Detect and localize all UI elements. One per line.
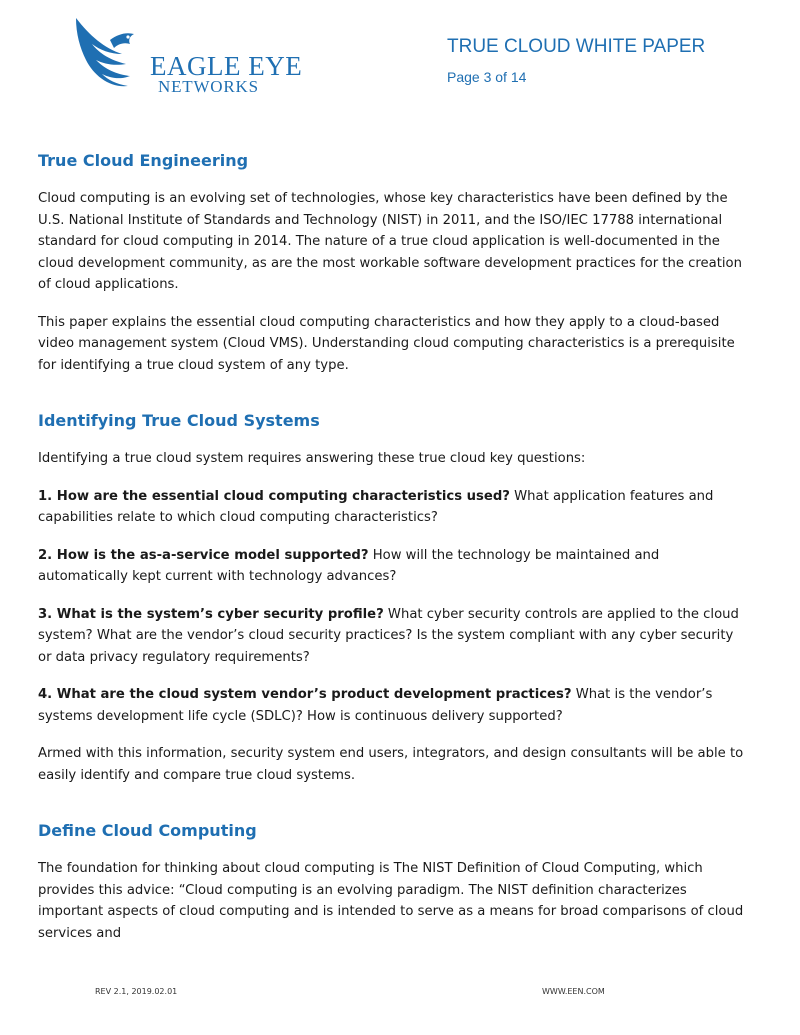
document-body	[38, 150, 750, 960]
section-heading: Define Cloud Computing	[38, 821, 257, 840]
footer-revision: REV 2.1, 2019.02.01	[95, 987, 178, 996]
section-define-cloud-computing	[38, 820, 750, 944]
section-true-cloud-engineering	[38, 150, 750, 376]
question-item	[38, 604, 750, 669]
question-item	[38, 545, 750, 588]
paragraph: Identifying a true cloud system requires answering these true cloud key questions:	[38, 451, 586, 466]
paragraph: This paper explains the essential cloud computing characteristics and how they apply to a cloud-based video management system (Cloud VMS). Understanding cloud computing characteristics is a prerequisite for identifying a true cloud system of any type.	[38, 314, 735, 373]
section-identifying-true-cloud-systems	[38, 410, 750, 786]
paragraph: Armed with this information, security system end users, integrators, and design consultants will be able to easily identify and compare true cloud systems.	[38, 746, 744, 783]
question-title: 4. What are the cloud system vendor’s product development practices?	[38, 687, 572, 702]
eagle-wing-icon	[70, 14, 150, 94]
question-text: What is the vendor’s systems development life cycle (SDLC)? How is continuous delivery supported?	[38, 687, 713, 724]
question-text: What cyber security controls are applied to the cloud system? What are the vendor’s cloud security practices? Is the system compliant with any cyber security or data privacy regulatory requirements?	[38, 606, 739, 665]
page-number: Page 3 of 14	[447, 69, 527, 85]
company-logo	[70, 14, 303, 96]
question-text: What application features and capabilities relate to which cloud computing characteristics?	[38, 488, 714, 525]
logo-text-line1: EAGLE EYE	[150, 51, 303, 81]
section-heading: Identifying True Cloud Systems	[38, 411, 320, 430]
footer-website: WWW.EEN.COM	[542, 987, 605, 996]
section-heading: True Cloud Engineering	[38, 151, 249, 170]
question-item	[38, 486, 750, 529]
question-title: 2. How is the as-a-service model supported?	[38, 547, 369, 563]
paragraph: The foundation for thinking about cloud computing is The NIST Definition of Cloud Computing, which provides this advice: “Cloud computing is an evolving paradigm. The NIST definition characterizes important aspects of cloud computing and is intended to serve as a means for broad comparisons of cloud services and	[38, 861, 744, 941]
paragraph: Cloud computing is an evolving set of technologies, whose key characteristics have been defined by the U.S. National Institute of Standards and Technology (NIST) in 2011, and the ISO/IEC 17788 international standard for cloud computing in 2014. The nature of a true cloud application is well-documented in the cloud development community, as are the most workable software development practices for the creation of cloud applications.	[38, 191, 742, 292]
question-item	[38, 684, 750, 727]
question-title: 3. What is the system’s cyber security profile?	[38, 606, 384, 622]
question-text: How will the technology be maintained and automatically kept current with technology advances?	[38, 547, 660, 584]
question-title: 1. How are the essential cloud computing characteristics used?	[38, 488, 510, 504]
logo-text-line2: NETWORKS	[158, 77, 259, 96]
document-title: TRUE CLOUD WHITE PAPER	[447, 36, 706, 57]
